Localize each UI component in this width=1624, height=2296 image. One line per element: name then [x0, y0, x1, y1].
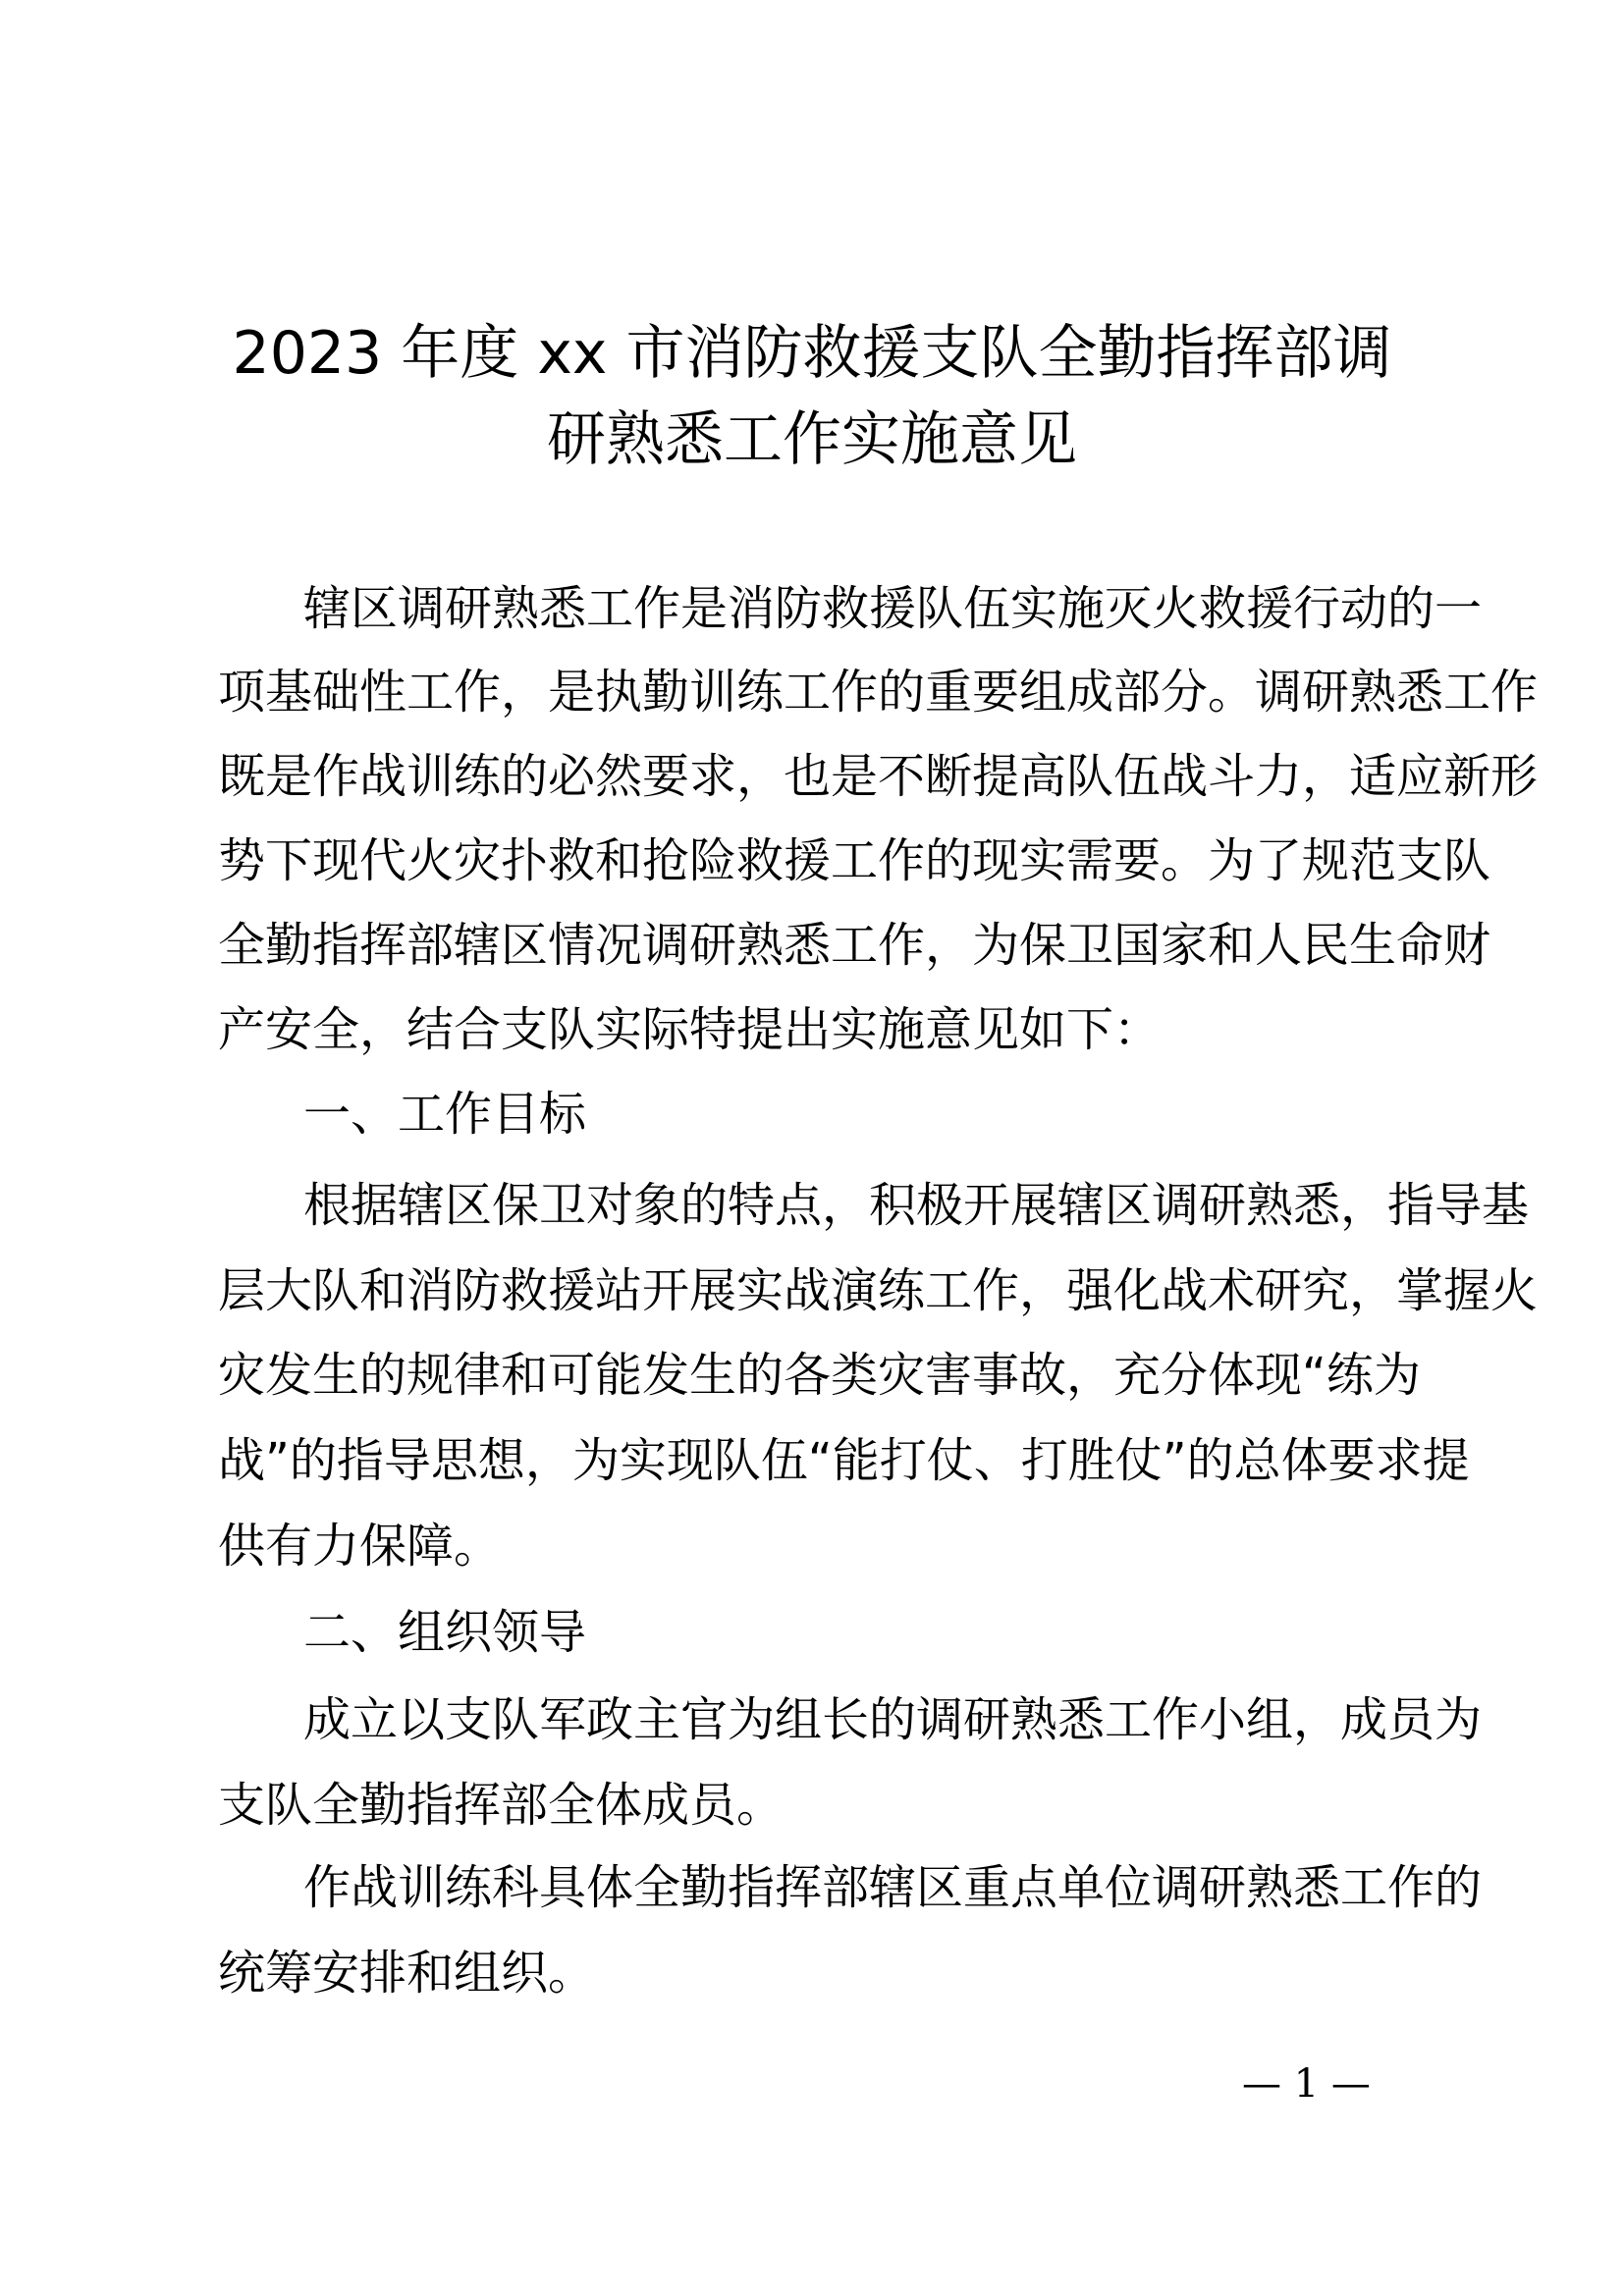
text-line: 战”的指导思想，为实现队伍“能打仗、打胜仗”的总体要求提 [218, 1433, 1470, 1488]
text-line: 支队全勤指挥部全体成员。 [218, 1778, 785, 1833]
text-line: 势下现代火灾扑救和抢险救援工作的现实需要。为了规范支队 [218, 833, 1491, 888]
text-line: 既是作战训练的必然要求，也是不断提高队伍战斗力，适应新形 [218, 749, 1539, 804]
text-line: 根据辖区保卫对象的特点，积极开展辖区调研熟悉，指导基 [303, 1178, 1530, 1233]
text-line: 供有力保障。 [218, 1519, 502, 1574]
document-title-line-1: 2023 年度 xx 市消防救援支队全勤指挥部调 [232, 319, 1392, 388]
text-line: 统筹安排和组织。 [218, 1946, 596, 2001]
text-line: 作战训练科具体全勤指挥部辖区重点单位调研熟悉工作的 [303, 1860, 1483, 1915]
text-line: 辖区调研熟悉工作是消防救援队伍实施灭火救援行动的一 [303, 581, 1483, 636]
text-line: 层大队和消防救援站开展实战演练工作，强化战术研究，掌握火 [218, 1263, 1539, 1318]
text-line: 产安全，结合支队实际特提出实施意见如下： [218, 1002, 1162, 1057]
text-line: 全勤指挥部辖区情况调研熟悉工作，为保卫国家和人民生命财 [218, 918, 1491, 973]
text-line: 项基础性工作，是执勤训练工作的重要组成部分。调研熟悉工作 [218, 665, 1539, 720]
section-heading-goals: 一、工作目标 [303, 1087, 587, 1142]
page-number: — 1 — [1242, 2061, 1371, 2107]
text-line: 灾发生的规律和可能发生的各类灾害事故，充分体现“练为 [218, 1348, 1421, 1403]
text-line: 成立以支队军政主官为组长的调研熟悉工作小组，成员为 [303, 1692, 1483, 1747]
document-title-line-2: 研熟悉工作实施意见 [547, 405, 1077, 474]
section-heading-organization: 二、组织领导 [303, 1605, 587, 1660]
